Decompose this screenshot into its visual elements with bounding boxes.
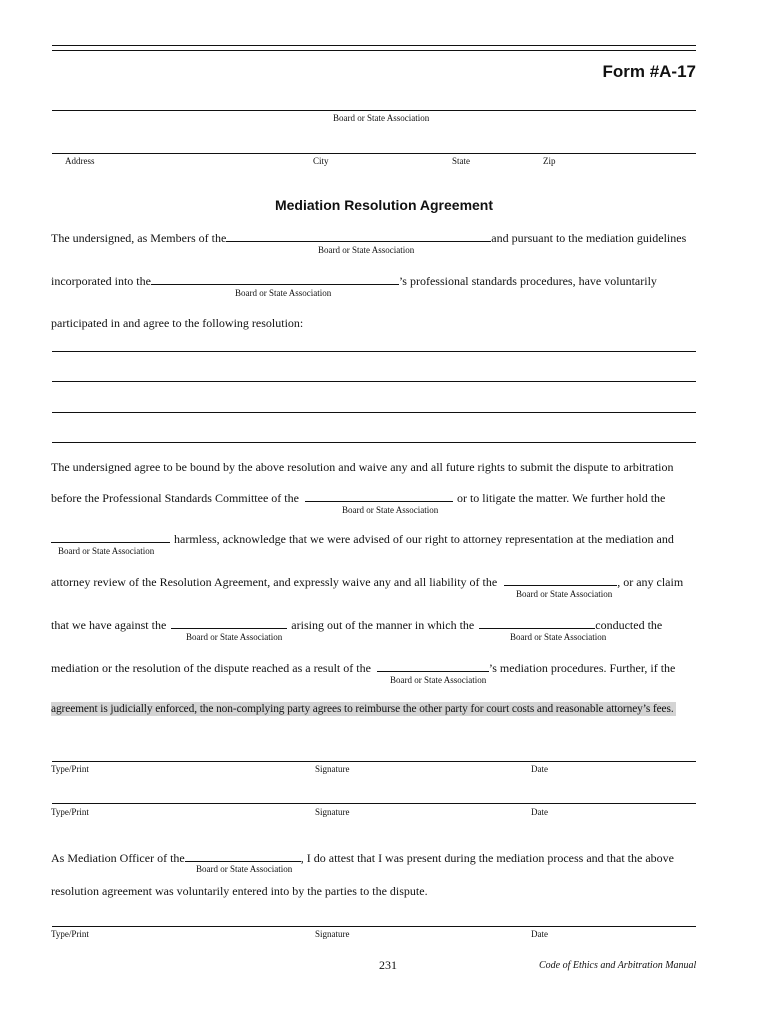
manual-title: Code of Ethics and Arbitration Manual — [539, 960, 697, 971]
form-title: Mediation Resolution Agreement — [274, 197, 494, 213]
para2-line1: The undersigned agree to be bound by the above resolution and waive any and all future rights to submit the dispute to arbitration — [51, 460, 674, 474]
officer-text-a: As Mediation Officer of the — [51, 851, 185, 865]
state-label: State — [452, 156, 470, 166]
address-field-line[interactable] — [52, 153, 696, 154]
resolution-line-2[interactable] — [52, 381, 696, 382]
para2-text-l5b: arising out of the manner in which the — [291, 618, 475, 632]
city-label: City — [313, 156, 329, 166]
para2-line4 — [51, 574, 683, 590]
officer-line2: resolution agreement was voluntarily entered into by the parties to the dispute. — [51, 884, 428, 898]
signature-line-1[interactable] — [52, 761, 696, 762]
date-label-2: Date — [531, 807, 548, 817]
top-rule-1 — [52, 45, 696, 46]
para2-line7: agreement is judicially enforced, the non-complying party agrees to reimburse the other party for court costs and reasonable attorney’s fees. — [51, 703, 674, 715]
para2-text-l4a: attorney review of the Resolution Agreement, and expressly waive any and all liability of the — [51, 575, 498, 589]
form-number: Form #A-17 — [602, 62, 696, 81]
para2-text-l4b: , or any claim — [617, 575, 684, 589]
officer-text-b: , I do attest that I was present during the mediation process and that the above — [300, 851, 674, 865]
para2-text-l3: harmless, acknowledge that we were advised of our right to attorney representation at the mediation and — [174, 532, 674, 546]
resolution-line-1[interactable] — [52, 351, 696, 352]
board-blank-4[interactable] — [51, 531, 170, 543]
board-blank-1-label: Board or State Association — [318, 245, 415, 255]
board-blank-6-label: Board or State Association — [186, 632, 283, 642]
resolution-line-4[interactable] — [52, 442, 696, 443]
date-label-1: Date — [531, 764, 548, 774]
para1-text-a: The undersigned, as Members of the — [51, 231, 227, 245]
board-blank-2-label: Board or State Association — [235, 288, 332, 298]
type-print-label-3: Type/Print — [51, 929, 89, 939]
para2-text-l6a: mediation or the resolution of the dispute reached as a result of the — [51, 661, 371, 675]
board-blank-5[interactable] — [504, 574, 617, 586]
board-blank-9[interactable] — [185, 850, 301, 862]
para2-line5 — [51, 617, 662, 633]
page-number: 231 — [379, 958, 397, 972]
signature-line-2[interactable] — [52, 803, 696, 804]
signature-label-3: Signature — [315, 929, 350, 939]
officer-line1 — [51, 850, 674, 866]
board-blank-1[interactable] — [226, 230, 491, 242]
type-print-label-1: Type/Print — [51, 764, 89, 774]
para1-line2 — [51, 273, 657, 289]
para1-line3: participated in and agree to the following resolution: — [51, 316, 304, 330]
board-blank-7-label: Board or State Association — [510, 632, 607, 642]
para1-text-d: ’s professional standards procedures, have voluntarily — [398, 274, 657, 288]
board-blank-2[interactable] — [151, 273, 399, 285]
para2-text-l2b: or to litigate the matter. We further hold the — [456, 491, 666, 505]
board-blank-3[interactable] — [305, 490, 453, 502]
signature-label-2: Signature — [315, 807, 350, 817]
para2-text-l2a: before the Professional Standards Committee of the — [51, 491, 299, 505]
signature-label-1: Signature — [315, 764, 350, 774]
board-field-label: Board or State Association — [333, 113, 430, 123]
para2-text-l5c: conducted the — [595, 618, 663, 632]
para2-text-l5a: that we have against the — [51, 618, 167, 632]
type-print-label-2: Type/Print — [51, 807, 89, 817]
para2-line6 — [51, 660, 675, 676]
date-label-3: Date — [531, 929, 548, 939]
board-blank-8[interactable] — [377, 660, 489, 672]
board-blank-9-label: Board or State Association — [196, 864, 293, 874]
para1-text-b: and pursuant to the mediation guidelines — [491, 231, 687, 245]
para2-line2 — [51, 490, 665, 506]
top-rule-2 — [52, 50, 696, 51]
board-blank-4-label: Board or State Association — [58, 546, 155, 556]
board-field-line[interactable] — [52, 110, 696, 111]
board-blank-3-label: Board or State Association — [342, 505, 439, 515]
para2-line3 — [51, 531, 674, 547]
signature-line-3[interactable] — [52, 926, 696, 927]
zip-label: Zip — [543, 156, 556, 166]
board-blank-6[interactable] — [171, 617, 287, 629]
address-label: Address — [65, 156, 95, 166]
para1-text-c: incorporated into the — [51, 274, 151, 288]
resolution-line-3[interactable] — [52, 412, 696, 413]
board-blank-5-label: Board or State Association — [516, 589, 613, 599]
para2-text-l6b: ’s mediation procedures. Further, if the — [488, 661, 676, 675]
board-blank-7[interactable] — [479, 617, 595, 629]
board-blank-8-label: Board or State Association — [390, 675, 487, 685]
para1-line1 — [51, 230, 686, 246]
